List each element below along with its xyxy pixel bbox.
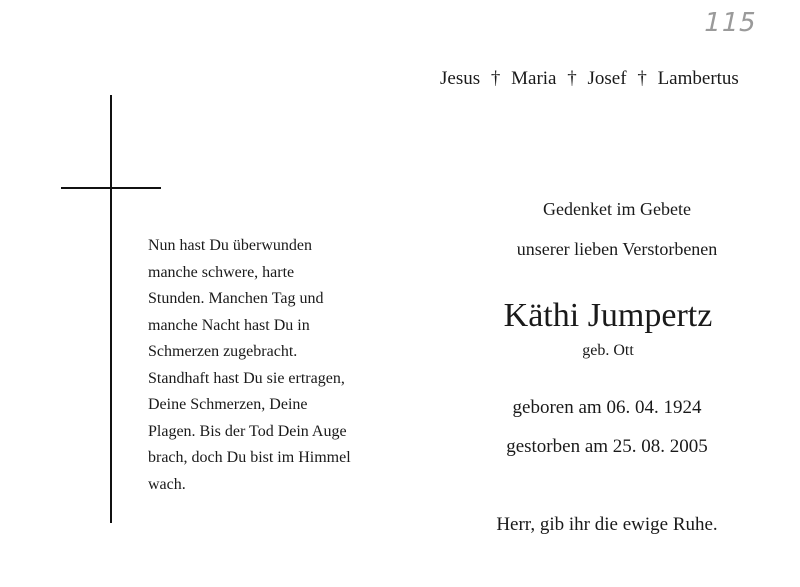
poem-line: manche Nacht hast Du in	[148, 316, 310, 334]
poem-line: Plagen. Bis der Tod Dein Auge	[148, 422, 347, 440]
name-josef: Josef	[587, 68, 627, 89]
cross-vertical-bar	[110, 95, 112, 523]
poem-line: Deine Schmerzen, Deine	[148, 396, 308, 413]
maiden-name: geb. Ott	[582, 342, 634, 359]
handwritten-page-number: 115	[700, 8, 760, 38]
dagger-icon: †	[490, 68, 501, 89]
holy-names-header	[440, 68, 739, 90]
beloved-deceased-line: unserer lieben Verstorbenen	[516, 239, 718, 259]
dagger-icon: †	[637, 68, 647, 89]
poem-line: manche schwere, harte	[148, 263, 295, 281]
memorial-poem	[148, 233, 388, 498]
deceased-name: Käthi Jumpertz	[503, 297, 713, 334]
cross-horizontal-bar	[61, 187, 161, 189]
poem-line: Standhaft hast Du sie ertragen,	[148, 369, 345, 387]
remember-in-prayer-line: Gedenket im Gebete	[543, 199, 691, 219]
birth-date: geboren am 06. 04. 1924	[512, 397, 702, 418]
poem-line: wach.	[148, 475, 186, 493]
name-lambertus: Lambertus	[657, 68, 739, 89]
eternal-rest-blessing: Herr, gib ihr die ewige Ruhe.	[496, 514, 718, 535]
poem-line: brach, doch Du bist im Himmel	[148, 449, 351, 466]
name-maria: Maria	[511, 68, 557, 89]
death-date: gestorben am 25. 08. 2005	[506, 436, 708, 457]
name-jesus: Jesus	[440, 68, 481, 89]
poem-line: Schmerzen zugebracht.	[148, 343, 298, 360]
poem-line: Nun hast Du überwunden	[148, 237, 312, 254]
poem-line: Stunden. Manchen Tag und	[148, 290, 324, 307]
dagger-icon: †	[567, 68, 577, 89]
